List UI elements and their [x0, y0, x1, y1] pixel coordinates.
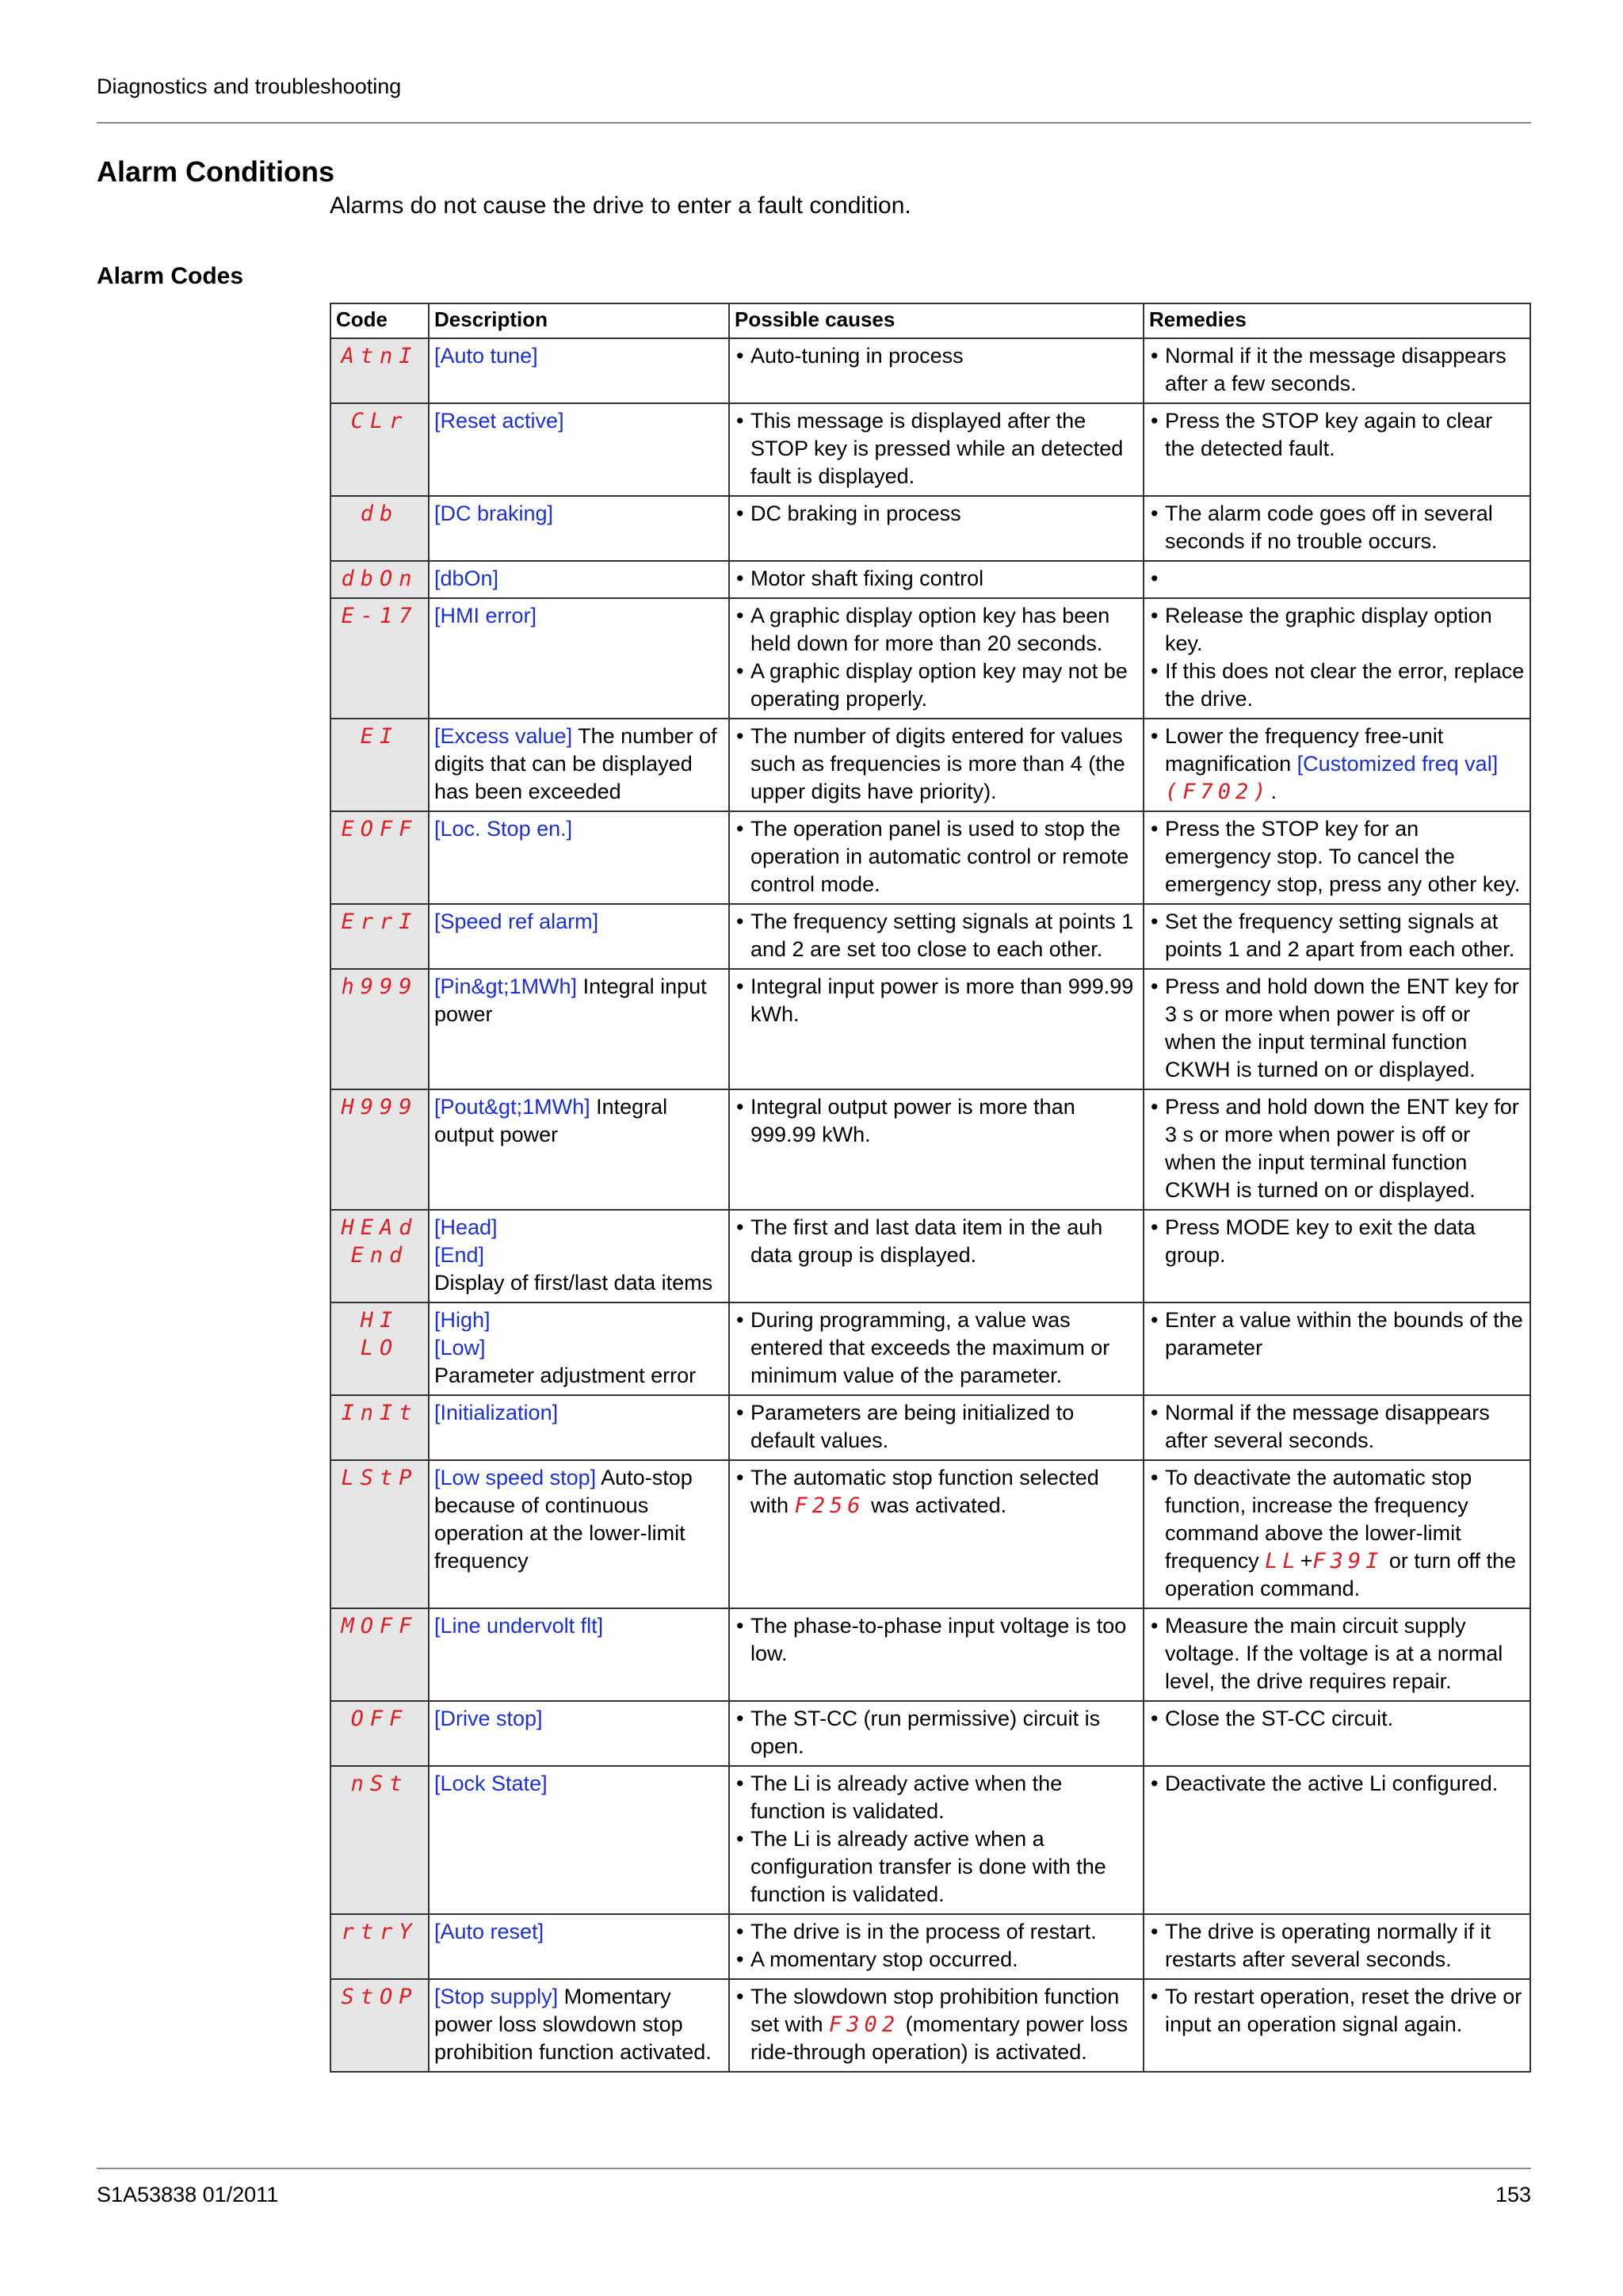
table-row [330, 969, 1530, 1089]
remedies-cell [1144, 496, 1530, 561]
possible-causes-cell [729, 1701, 1144, 1766]
description-label: [Low] [434, 1336, 486, 1360]
description-cell [429, 1766, 729, 1914]
bullet-text: Parameters are being initialized to default values. [750, 1401, 1075, 1452]
bullet-text: + [1300, 1549, 1313, 1573]
description-label: [Speed ref alarm] [434, 910, 599, 933]
remedies-list [1149, 908, 1525, 963]
remedy-item [1149, 815, 1525, 898]
cause-item [735, 1093, 1138, 1149]
alarm-code: nSt [350, 1772, 409, 1796]
table-row [330, 1460, 1530, 1608]
cause-item [735, 1983, 1138, 2066]
remedies-list [1149, 1705, 1525, 1733]
causes-list [735, 602, 1138, 713]
description-cell [429, 1979, 729, 2072]
description-cell [429, 1089, 729, 1210]
causes-list [735, 342, 1138, 370]
bullet-text: A graphic display option key has been held down for more than 20 seconds. [750, 604, 1110, 655]
causes-list [735, 1306, 1138, 1390]
table-row [330, 598, 1530, 719]
remedy-item [1149, 407, 1525, 463]
alarm-code-cell [330, 561, 429, 598]
cause-item [735, 1399, 1138, 1455]
cause-item [735, 908, 1138, 963]
inline-parameter-code: F256 [794, 1493, 865, 1518]
description-cell [429, 403, 729, 496]
table-row [330, 1979, 1530, 2072]
inline-parameter-code: F39I [1312, 1549, 1384, 1573]
bullet-text: DC braking in process [750, 502, 961, 525]
bullet-text: Set the frequency setting signals at points 1 and 2 apart from each other. [1165, 910, 1515, 961]
alarm-code: EOFF [341, 817, 418, 841]
alarm-code-cell [330, 1089, 429, 1210]
description-label: [Line undervolt flt] [434, 1614, 604, 1638]
remedy-item [1149, 1399, 1525, 1455]
cause-item [735, 1464, 1138, 1520]
alarm-code: StOP [341, 1985, 418, 2009]
description-text: Parameter adjustment error [434, 1363, 697, 1387]
alarm-code: InIt [341, 1401, 418, 1425]
bullet-text: A momentary stop occurred. [750, 1947, 1018, 1971]
column-header-code: Code [330, 303, 429, 338]
cause-item [735, 723, 1138, 806]
footer-divider [97, 2168, 1531, 2169]
possible-causes-cell [729, 338, 1144, 403]
remedies-cell [1144, 1089, 1530, 1210]
possible-causes-cell [729, 598, 1144, 719]
remedies-cell [1144, 1460, 1530, 1608]
bullet-text: The automatic stop function selected with [750, 1466, 1099, 1517]
cause-item [735, 1612, 1138, 1668]
subsection-title: Alarm Codes [97, 263, 244, 289]
alarm-code-cell [330, 496, 429, 561]
possible-causes-cell [729, 1210, 1144, 1302]
bullet-text: Press the STOP key for an emergency stop. To cancel the emergency stop, press any other key. [1165, 817, 1521, 896]
footer-document-reference: S1A53838 01/2011 [97, 2183, 279, 2206]
bullet-text: The Li is already active when the function is validated. [750, 1772, 1063, 1823]
remedies-list [1149, 1214, 1525, 1269]
causes-list [735, 500, 1138, 528]
description-label: [End] [434, 1243, 485, 1267]
remedy-item [1149, 1306, 1525, 1362]
causes-list [735, 1464, 1138, 1520]
bullet-text: Enter a value within the bounds of the parameter [1165, 1308, 1523, 1360]
description-label: [Pin&gt;1MWh] [434, 974, 578, 998]
remedies-list [1149, 815, 1525, 898]
bullet-text: or turn off the operation command. [1165, 1549, 1517, 1600]
description-cell [429, 1914, 729, 1979]
bullet-text: Integral output power is more than 999.99 kWh. [750, 1095, 1075, 1146]
alarm-code: h999 [341, 974, 418, 999]
alarm-code: MOFF [341, 1614, 418, 1638]
alarm-code-cell [330, 598, 429, 719]
description-text: Display of first/last data items [434, 1271, 713, 1295]
remedies-list [1149, 1464, 1525, 1603]
table-row [330, 561, 1530, 598]
remedies-list [1149, 973, 1525, 1084]
causes-list [735, 565, 1138, 593]
description-label: [DC braking] [434, 502, 554, 525]
remedies-cell [1144, 338, 1530, 403]
inline-parameter-label: [Customized freq val] [1296, 752, 1499, 776]
remedy-item [1149, 1770, 1525, 1798]
remedies-list [1149, 1918, 1525, 1974]
alarm-code: CLr [350, 409, 409, 433]
bullet-text: The number of digits entered for values such as frequencies is more than 4 (the upper digits have priority). [750, 724, 1125, 803]
table-header-row [330, 303, 1530, 338]
description-cell [429, 1210, 729, 1302]
possible-causes-cell [729, 969, 1144, 1089]
cause-item [735, 1946, 1138, 1974]
description-label: [Excess value] [434, 724, 573, 748]
table-row [330, 1701, 1530, 1766]
description-label: [Drive stop] [434, 1707, 543, 1730]
header-divider [97, 122, 1531, 124]
table-row [330, 338, 1530, 403]
bullet-text: Release the graphic display option key. [1165, 604, 1492, 655]
cause-item [735, 342, 1138, 370]
column-header-possible-causes: Possible causes [729, 303, 1144, 338]
alarm-code: End [350, 1243, 409, 1268]
bullet-text: Close the ST-CC circuit. [1165, 1707, 1394, 1730]
description-cell [429, 904, 729, 969]
remedy-item [1149, 1093, 1525, 1204]
description-label: [Auto reset] [434, 1920, 544, 1943]
bullet-text: Deactivate the active Li configured. [1165, 1772, 1499, 1795]
bullet-text: Auto-tuning in process [750, 344, 964, 368]
possible-causes-cell [729, 403, 1144, 496]
possible-causes-cell [729, 1914, 1144, 1979]
alarm-code: ErrI [341, 910, 418, 934]
possible-causes-cell [729, 496, 1144, 561]
description-cell [429, 496, 729, 561]
description-text: Auto-stop because of continuous operation at the lower-limit frequency [434, 1466, 693, 1573]
alarm-code-cell [330, 1608, 429, 1701]
alarm-code-cell [330, 969, 429, 1089]
bullet-text: Normal if the message disappears after several seconds. [1165, 1401, 1490, 1452]
table-row [330, 904, 1530, 969]
section-title: Alarm Conditions [97, 155, 335, 188]
cause-item [735, 407, 1138, 490]
cause-item [735, 1770, 1138, 1825]
description-text: Integral input power [434, 974, 707, 1026]
possible-causes-cell [729, 1089, 1144, 1210]
bullet-text: Motor shaft fixing control [750, 566, 984, 590]
description-label: [dbOn] [434, 566, 499, 590]
causes-list [735, 973, 1138, 1028]
causes-list [735, 407, 1138, 490]
table-row [330, 811, 1530, 904]
description-cell [429, 1460, 729, 1608]
description-cell [429, 1608, 729, 1701]
remedy-item [1149, 602, 1525, 658]
alarm-code-cell [330, 403, 429, 496]
causes-list [735, 1214, 1138, 1269]
possible-causes-cell [729, 811, 1144, 904]
remedies-cell [1144, 1608, 1530, 1701]
alarm-code: dbOn [341, 566, 418, 591]
bullet-text: was activated. [865, 1493, 1007, 1517]
bullet-text: Press MODE key to exit the data group. [1165, 1215, 1476, 1267]
possible-causes-cell [729, 561, 1144, 598]
remedies-cell [1144, 598, 1530, 719]
description-cell [429, 561, 729, 598]
alarm-code: HI [360, 1308, 399, 1333]
cause-item [735, 500, 1138, 528]
remedies-cell [1144, 1395, 1530, 1460]
description-cell [429, 1395, 729, 1460]
remedies-list [1149, 1306, 1525, 1362]
alarm-code: LO [360, 1336, 399, 1360]
remedies-list [1149, 1770, 1525, 1798]
cause-item [735, 1705, 1138, 1760]
alarm-code-cell [330, 1460, 429, 1608]
remedies-list [1149, 1612, 1525, 1695]
alarm-code: EI [360, 724, 399, 749]
possible-causes-cell [729, 1979, 1144, 2072]
bullet-text: The drive is in the process of restart. [750, 1920, 1097, 1943]
remedy-item [1149, 658, 1525, 713]
alarm-code-cell [330, 1701, 429, 1766]
description-cell [429, 811, 729, 904]
cause-item [735, 1918, 1138, 1946]
remedies-list [1149, 723, 1525, 806]
description-cell [429, 1701, 729, 1766]
bullet-text: . [1270, 780, 1277, 803]
alarm-code-cell [330, 1914, 429, 1979]
bullet-text: The Li is already active when a configuration transfer is done with the function is validated. [750, 1827, 1106, 1906]
bullet-text: Measure the main circuit supply voltage. If the voltage is at a normal level, the drive requires repair. [1165, 1614, 1503, 1693]
remedies-cell [1144, 904, 1530, 969]
description-cell [429, 719, 729, 811]
causes-list [735, 815, 1138, 898]
remedies-cell [1144, 561, 1530, 598]
alarm-code-cell [330, 1766, 429, 1914]
description-label: [Auto tune] [434, 344, 538, 368]
remedies-cell [1144, 811, 1530, 904]
page-header-section: Diagnostics and troubleshooting [97, 74, 402, 98]
alarm-code: E-17 [341, 604, 418, 628]
alarm-code-cell [330, 811, 429, 904]
remedies-cell [1144, 719, 1530, 811]
bullet-text: The operation panel is used to stop the operation in automatic control or remote control mode. [750, 817, 1129, 896]
remedies-list [1149, 342, 1525, 398]
remedy-item [1149, 1464, 1525, 1603]
alarm-code: db [360, 502, 399, 526]
description-cell [429, 338, 729, 403]
remedy-item [1149, 1214, 1525, 1269]
alarm-code-cell [330, 1395, 429, 1460]
causes-list [735, 1612, 1138, 1668]
remedies-cell [1144, 1302, 1530, 1395]
alarm-code-cell [330, 1979, 429, 2072]
remedy-item [1149, 973, 1525, 1084]
table-row [330, 403, 1530, 496]
bullet-text: A graphic display option key may not be operating properly. [750, 659, 1128, 711]
column-header-description: Description [429, 303, 729, 338]
table-row [330, 496, 1530, 561]
remedy-item [1149, 1983, 1525, 2039]
remedies-list [1149, 1093, 1525, 1204]
causes-list [735, 908, 1138, 963]
remedies-list [1149, 1399, 1525, 1455]
bullet-text: The alarm code goes off in several seconds if no trouble occurs. [1165, 502, 1493, 553]
table-row [330, 1608, 1530, 1701]
cause-item [735, 973, 1138, 1028]
remedies-list [1149, 407, 1525, 463]
remedies-cell [1144, 1210, 1530, 1302]
remedies-list [1149, 602, 1525, 713]
bullet-text: Lower the frequency free-unit magnification [1165, 724, 1444, 776]
remedy-item [1149, 500, 1525, 555]
bullet-text: The ST-CC (run permissive) circuit is open. [750, 1707, 1101, 1758]
remedy-item [1149, 723, 1525, 806]
table-row [330, 1766, 1530, 1914]
description-label: [Loc. Stop en.] [434, 817, 573, 841]
alarm-code: OFF [350, 1707, 409, 1731]
description-label: [Head] [434, 1215, 498, 1239]
cause-item [735, 1825, 1138, 1909]
remedy-item [1149, 342, 1525, 398]
remedies-cell [1144, 1979, 1530, 2072]
table-row [330, 1302, 1530, 1395]
description-cell [429, 1302, 729, 1395]
bullet-text: The slowdown stop prohibition function set with [750, 1985, 1120, 2036]
alarm-code: H999 [341, 1095, 418, 1119]
possible-causes-cell [729, 1608, 1144, 1701]
alarm-code-cell [330, 719, 429, 811]
description-text: The number of digits that can be displayed has been exceeded [434, 724, 717, 803]
remedies-list [1149, 500, 1525, 555]
cause-item [735, 1306, 1138, 1390]
description-label: [Reset active] [434, 409, 564, 433]
causes-list [735, 1770, 1138, 1909]
possible-causes-cell [729, 904, 1144, 969]
intro-text: Alarms do not cause the drive to enter a fault condition. [330, 193, 911, 219]
remedy-item [1149, 1918, 1525, 1974]
alarm-code: rtrY [341, 1920, 418, 1944]
remedies-cell [1144, 1914, 1530, 1979]
description-label: [Lock State] [434, 1772, 548, 1795]
bullet-text: This message is displayed after the STOP key is pressed while an detected fault is displayed. [750, 409, 1124, 488]
alarm-code-cell [330, 1210, 429, 1302]
possible-causes-cell [729, 1766, 1144, 1914]
bullet-text: The frequency setting signals at points 1 and 2 are set too close to each other. [750, 910, 1134, 961]
table-row [330, 1914, 1530, 1979]
causes-list [735, 1093, 1138, 1149]
bullet-text: To restart operation, reset the drive or input an operation signal again. [1165, 1985, 1522, 2036]
alarm-code-cell [330, 338, 429, 403]
inline-parameter-code: F302 [829, 2012, 900, 2037]
description-cell [429, 969, 729, 1089]
table-row [330, 719, 1530, 811]
description-label: [Initialization] [434, 1401, 559, 1425]
bullet-text: Normal if it the message disappears after a few seconds. [1165, 344, 1507, 395]
table-row [330, 1210, 1530, 1302]
cause-item [735, 658, 1138, 713]
remedies-cell [1144, 969, 1530, 1089]
table-row [330, 1089, 1530, 1210]
bullet-text: Press and hold down the ENT key for 3 s or more when power is off or when the input terminal function CKWH is turned on or displayed. [1165, 1095, 1519, 1202]
remedies-cell [1144, 1766, 1530, 1914]
remedy-item [1149, 908, 1525, 963]
causes-list [735, 1918, 1138, 1974]
bullet-text: The drive is operating normally if it restarts after several seconds. [1165, 1920, 1491, 1971]
remedy-item [1149, 1705, 1525, 1733]
bullet-text: Press the STOP key again to clear the detected fault. [1165, 409, 1493, 460]
bullet-text: Integral input power is more than 999.99 kWh. [750, 974, 1134, 1026]
description-label: [Low speed stop] [434, 1466, 597, 1489]
bullet-text: (momentary power loss ride-through operation) is activated. [750, 2012, 1128, 2064]
causes-list [735, 1399, 1138, 1455]
inline-parameter-code: (F702) [1165, 780, 1271, 804]
remedy-item [1149, 1612, 1525, 1695]
possible-causes-cell [729, 719, 1144, 811]
alarm-codes-table [330, 303, 1531, 2073]
possible-causes-cell [729, 1302, 1144, 1395]
bullet-text: During programming, a value was entered that exceeds the maximum or minimum value of the parameter. [750, 1308, 1110, 1387]
table-row [330, 1395, 1530, 1460]
inline-parameter-code: LL [1265, 1549, 1300, 1573]
bullet-text: The phase-to-phase input voltage is too low. [750, 1614, 1127, 1665]
alarm-code: HEAd [341, 1215, 418, 1240]
alarm-table-body [330, 338, 1530, 2072]
causes-list [735, 1983, 1138, 2066]
bullet-text: Press and hold down the ENT key for 3 s or more when power is off or when the input terminal function CKWH is turned on or displayed. [1165, 974, 1519, 1081]
alarm-code: AtnI [341, 344, 418, 368]
causes-list [735, 1705, 1138, 1760]
description-cell [429, 598, 729, 719]
alarm-code: LStP [341, 1466, 418, 1490]
remedies-cell [1144, 403, 1530, 496]
possible-causes-cell [729, 1460, 1144, 1608]
cause-item [735, 815, 1138, 898]
bullet-text: The first and last data item in the auh data group is displayed. [750, 1215, 1103, 1267]
footer-page-number: 153 [1495, 2183, 1531, 2206]
column-header-remedies: Remedies [1144, 303, 1530, 338]
cause-item [735, 1214, 1138, 1269]
bullet-text: If this does not clear the error, replace the drive. [1165, 659, 1525, 711]
description-text: Integral output power [434, 1095, 668, 1146]
description-label: [Stop supply] [434, 1985, 559, 2008]
remedies-cell [1144, 1701, 1530, 1766]
alarm-code-cell [330, 904, 429, 969]
bullet-text: To deactivate the automatic stop function, increase the frequency command above the lower-limit frequency [1165, 1466, 1472, 1573]
description-label: [Pout&gt;1MWh] [434, 1095, 590, 1119]
remedies-list [1149, 1983, 1525, 2039]
cause-item [735, 602, 1138, 658]
description-label: [High] [434, 1308, 491, 1332]
description-text: Momentary power loss slowdown stop prohibition function activated. [434, 1985, 712, 2064]
causes-list [735, 723, 1138, 806]
cause-item [735, 565, 1138, 593]
alarm-code-cell [330, 1302, 429, 1395]
possible-causes-cell [729, 1395, 1144, 1460]
description-label: [HMI error] [434, 604, 537, 627]
